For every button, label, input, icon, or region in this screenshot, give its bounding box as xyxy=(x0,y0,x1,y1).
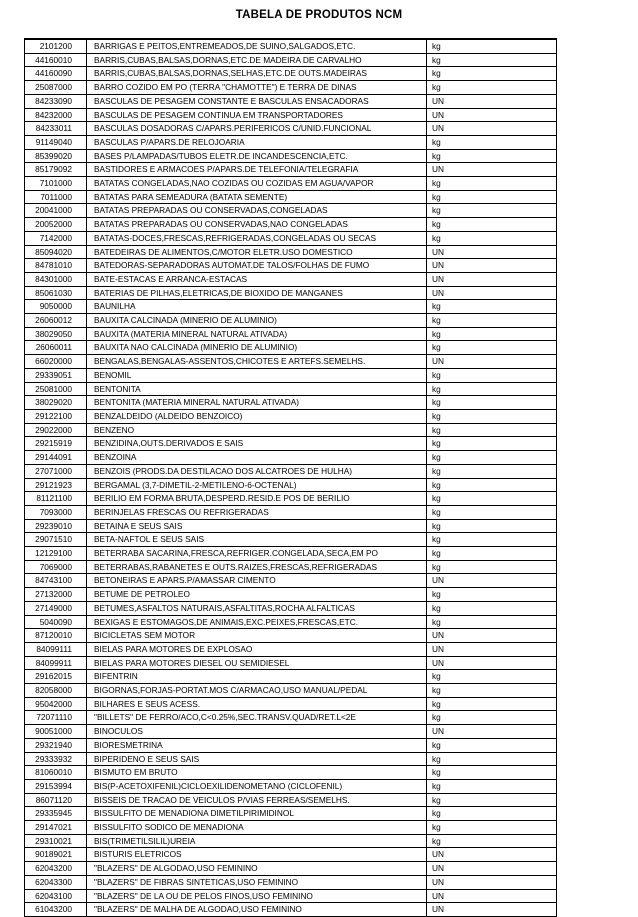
product-description-cell: BASCULAS DE PESAGEM CONSTANTE E BASCULAS ENSACADORAS xyxy=(87,94,427,108)
unit-cell: kg xyxy=(427,341,557,355)
unit-cell: UN xyxy=(427,725,557,739)
product-description-cell: BETERRABAS,RABANETES E OUTS.RAIZES,FRESCAS,REFRIGERADAS xyxy=(87,560,427,574)
ncm-code-cell: 90189021 xyxy=(25,848,87,862)
table-row xyxy=(25,547,557,561)
table-row xyxy=(25,355,557,369)
product-description-cell: BATATAS-DOCES,FRESCAS,REFRIGERADAS,CONGELADAS OU SECAS xyxy=(87,231,427,245)
table-row xyxy=(25,122,557,136)
table-row xyxy=(25,53,557,67)
unit-cell: kg xyxy=(427,711,557,725)
ncm-code-cell: 29310021 xyxy=(25,834,87,848)
unit-cell: kg xyxy=(427,793,557,807)
unit-cell: UN xyxy=(427,889,557,903)
table-row xyxy=(25,670,557,684)
ncm-code-cell: 29022000 xyxy=(25,423,87,437)
ncm-code-cell: 20052000 xyxy=(25,218,87,232)
unit-cell: kg xyxy=(427,821,557,835)
table-row xyxy=(25,300,557,314)
table-row xyxy=(25,314,557,328)
table-row xyxy=(25,39,557,53)
product-description-cell: BASCULAS DOSADORAS C/APARS.PERIFERICOS C/UNID.FUNCIONAL xyxy=(87,122,427,136)
unit-cell: kg xyxy=(427,601,557,615)
table-row xyxy=(25,519,557,533)
product-description-cell: BAUNILHA xyxy=(87,300,427,314)
unit-cell: kg xyxy=(427,39,557,53)
table-row xyxy=(25,177,557,191)
product-description-cell: BASES P/LAMPADAS/TUBOS ELETR.DE INCANDESCENCIA,ETC. xyxy=(87,149,427,163)
table-row xyxy=(25,505,557,519)
unit-cell: kg xyxy=(427,615,557,629)
ncm-code-cell: 87120010 xyxy=(25,629,87,643)
product-description-cell: BIELAS PARA MOTORES DE EXPLOSAO xyxy=(87,642,427,656)
unit-cell: kg xyxy=(427,519,557,533)
table-row xyxy=(25,437,557,451)
table-row xyxy=(25,341,557,355)
ncm-code-cell: 25087000 xyxy=(25,81,87,95)
table-row xyxy=(25,382,557,396)
unit-cell: UN xyxy=(427,656,557,670)
product-description-cell: BENZOIS (PRODS.DA DESTILACAO DOS ALCATROES DE HULHA) xyxy=(87,464,427,478)
ncm-code-cell: 95042000 xyxy=(25,697,87,711)
table-row xyxy=(25,903,557,917)
table-row xyxy=(25,409,557,423)
product-description-cell: BATATAS CONGELADAS,NAO COZIDAS OU COZIDAS EM AGUA/VAPOR xyxy=(87,177,427,191)
ncm-code-cell: 26060011 xyxy=(25,341,87,355)
product-description-cell: BATATAS PREPARADAS OU CONSERVADAS,NAO CONGELADAS xyxy=(87,218,427,232)
unit-cell: UN xyxy=(427,903,557,917)
product-description-cell: BETA-NAFTOL E SEUS SAIS xyxy=(87,533,427,547)
unit-cell: kg xyxy=(427,327,557,341)
ncm-code-cell: 7093000 xyxy=(25,505,87,519)
unit-cell: kg xyxy=(427,67,557,81)
table-row xyxy=(25,368,557,382)
table-row xyxy=(25,533,557,547)
ncm-code-cell: 27071000 xyxy=(25,464,87,478)
unit-cell: kg xyxy=(427,464,557,478)
ncm-code-cell: 9050000 xyxy=(25,300,87,314)
ncm-code-cell: 85179092 xyxy=(25,163,87,177)
product-description-cell: BENZENO xyxy=(87,423,427,437)
unit-cell: UN xyxy=(427,848,557,862)
unit-cell: kg xyxy=(427,533,557,547)
unit-cell: kg xyxy=(427,368,557,382)
unit-cell: kg xyxy=(427,766,557,780)
product-description-cell: "BLAZERS" DE MALHA DE ALGODAO,USO FEMININO xyxy=(87,903,427,917)
product-description-cell: "BLAZERS" DE LA OU DE PELOS FINOS,USO FEMININO xyxy=(87,889,427,903)
product-description-cell: BERGAMAL (3,7-DIMETIL-2-METILENO-6-OCTENAL) xyxy=(87,478,427,492)
table-row xyxy=(25,779,557,793)
unit-cell: kg xyxy=(427,218,557,232)
product-description-cell: BARRIGAS E PEITOS,ENTREMEADOS,DE SUINO,SALGADOS,ETC. xyxy=(87,39,427,53)
table-row xyxy=(25,108,557,122)
table-row xyxy=(25,135,557,149)
table-row xyxy=(25,81,557,95)
product-description-cell: BETERRABA SACARINA,FRESCA,REFRIGER.CONGELADA,SECA,EM PO xyxy=(87,547,427,561)
product-description-cell: BATEDEIRAS DE ALIMENTOS,C/MOTOR ELETR.USO DOMESTICO xyxy=(87,245,427,259)
ncm-code-cell: 5040090 xyxy=(25,615,87,629)
unit-cell: UN xyxy=(427,245,557,259)
ncm-code-cell: 7142000 xyxy=(25,231,87,245)
product-description-cell: BATATAS PARA SEMEADURA (BATATA SEMENTE) xyxy=(87,190,427,204)
ncm-code-cell: 7011000 xyxy=(25,190,87,204)
unit-cell: kg xyxy=(427,738,557,752)
ncm-code-cell: 91149040 xyxy=(25,135,87,149)
table-row xyxy=(25,190,557,204)
table-row xyxy=(25,574,557,588)
product-description-cell: BIS(P-ACETOXIFENIL)CICLOEXILIDENOMETANO (CICLOFENIL) xyxy=(87,779,427,793)
unit-cell: UN xyxy=(427,272,557,286)
product-description-cell: BASCULAS DE PESAGEM CONTINUA EM TRANSPORTADORES xyxy=(87,108,427,122)
product-description-cell: BAUXITA CALCINADA (MINERIO DE ALUMINIO) xyxy=(87,314,427,328)
ncm-code-cell: 85094020 xyxy=(25,245,87,259)
table-row xyxy=(25,259,557,273)
unit-cell: UN xyxy=(427,108,557,122)
unit-cell: kg xyxy=(427,382,557,396)
product-description-cell: BENZOINA xyxy=(87,451,427,465)
ncm-code-cell: 12129100 xyxy=(25,547,87,561)
product-description-cell: BICICLETAS SEM MOTOR xyxy=(87,629,427,643)
ncm-code-cell: 81121100 xyxy=(25,492,87,506)
table-row xyxy=(25,697,557,711)
product-description-cell: BASTIDORES E ARMACOES P/APARS.DE TELEFONIA/TELEGRAFIA xyxy=(87,163,427,177)
ncm-code-cell: 85399020 xyxy=(25,149,87,163)
product-description-cell: BATATAS PREPARADAS OU CONSERVADAS,CONGELADAS xyxy=(87,204,427,218)
product-description-cell: BENZALDEIDO (ALDEIDO BENZOICO) xyxy=(87,409,427,423)
unit-cell: UN xyxy=(427,122,557,136)
ncm-code-cell: 29122100 xyxy=(25,409,87,423)
unit-cell: kg xyxy=(427,588,557,602)
ncm-table-container xyxy=(24,38,556,917)
unit-cell: kg xyxy=(427,204,557,218)
ncm-code-cell: 84232000 xyxy=(25,108,87,122)
ncm-code-cell: 72071110 xyxy=(25,711,87,725)
unit-cell: kg xyxy=(427,437,557,451)
table-row xyxy=(25,94,557,108)
ncm-code-cell: 7101000 xyxy=(25,177,87,191)
unit-cell: UN xyxy=(427,259,557,273)
product-description-cell: BAUXITA NAO CALCINADA (MINERIO DE ALUMINIO) xyxy=(87,341,427,355)
product-description-cell: BENTONITA xyxy=(87,382,427,396)
unit-cell: kg xyxy=(427,135,557,149)
product-description-cell: BENOMIL xyxy=(87,368,427,382)
product-description-cell: BARRIS,CUBAS,BALSAS,DORNAS,SELHAS,ETC.DE OUTS.MADEIRAS xyxy=(87,67,427,81)
unit-cell: kg xyxy=(427,53,557,67)
table-row xyxy=(25,423,557,437)
table-row xyxy=(25,875,557,889)
product-description-cell: BIGORNAS,FORJAS-PORTAT.MOS C/ARMACAO,USO MANUAL/PEDAL xyxy=(87,684,427,698)
ncm-code-cell: 90051000 xyxy=(25,725,87,739)
ncm-code-cell: 29162015 xyxy=(25,670,87,684)
ncm-code-cell: 29071510 xyxy=(25,533,87,547)
ncm-code-cell: 44160090 xyxy=(25,67,87,81)
product-description-cell: BIELAS PARA MOTORES DIESEL OU SEMIDIESEL xyxy=(87,656,427,670)
product-description-cell: BATEDORAS-SEPARADORAS AUTOMAT.DE TALOS/FOLHAS DE FUMO xyxy=(87,259,427,273)
unit-cell: kg xyxy=(427,547,557,561)
ncm-code-cell: 29239010 xyxy=(25,519,87,533)
product-description-cell: BENZIDINA,OUTS.DERIVADOS E SAIS xyxy=(87,437,427,451)
product-description-cell: BERILIO EM FORMA BRUTA,DESPERD.RESID.E POS DE BERILIO xyxy=(87,492,427,506)
table-row xyxy=(25,848,557,862)
product-description-cell: BILHARES E SEUS ACESS. xyxy=(87,697,427,711)
product-description-cell: BIPERIDENO E SEUS SAIS xyxy=(87,752,427,766)
product-description-cell: "BLAZERS" DE FIBRAS SINTETICAS,USO FEMININO xyxy=(87,875,427,889)
unit-cell: kg xyxy=(427,314,557,328)
product-description-cell: BASCULAS P/APARS.DE RELOJOARIA xyxy=(87,135,427,149)
ncm-table-body xyxy=(25,39,557,917)
product-description-cell: "BLAZERS" DE ALGODAO,USO FEMININO xyxy=(87,862,427,876)
unit-cell: kg xyxy=(427,478,557,492)
table-row xyxy=(25,807,557,821)
product-description-cell: BEXIGAS E ESTOMAGOS,DE ANIMAIS,EXC.PEIXES,FRESCAS,ETC. xyxy=(87,615,427,629)
product-description-cell: BETAINA E SEUS SAIS xyxy=(87,519,427,533)
ncm-code-cell: 27132000 xyxy=(25,588,87,602)
product-description-cell: BARRO COZIDO EM PO (TERRA "CHAMOTTE") E TERRA DE DINAS xyxy=(87,81,427,95)
table-row xyxy=(25,601,557,615)
table-row xyxy=(25,711,557,725)
product-description-cell: BISMUTO EM BRUTO xyxy=(87,766,427,780)
ncm-code-cell: 29153994 xyxy=(25,779,87,793)
unit-cell: UN xyxy=(427,862,557,876)
ncm-code-cell: 29215919 xyxy=(25,437,87,451)
ncm-code-cell: 25081000 xyxy=(25,382,87,396)
table-row xyxy=(25,766,557,780)
product-description-cell: BENGALAS,BENGALAS-ASSENTOS,CHICOTES E ARTEFS.SEMELHS. xyxy=(87,355,427,369)
ncm-code-cell: 38029050 xyxy=(25,327,87,341)
product-description-cell: BIFENTRIN xyxy=(87,670,427,684)
table-row xyxy=(25,286,557,300)
ncm-code-cell: 29333932 xyxy=(25,752,87,766)
ncm-code-cell: 38029020 xyxy=(25,396,87,410)
ncm-code-cell: 84301000 xyxy=(25,272,87,286)
unit-cell: kg xyxy=(427,779,557,793)
table-row xyxy=(25,231,557,245)
product-description-cell: BETUME DE PETROLEO xyxy=(87,588,427,602)
ncm-code-cell: 84743100 xyxy=(25,574,87,588)
table-row xyxy=(25,793,557,807)
ncm-code-cell: 84233011 xyxy=(25,122,87,136)
table-row xyxy=(25,738,557,752)
table-row xyxy=(25,752,557,766)
table-row xyxy=(25,615,557,629)
unit-cell: kg xyxy=(427,807,557,821)
ncm-code-cell: 61043200 xyxy=(25,903,87,917)
unit-cell: kg xyxy=(427,697,557,711)
ncm-code-cell: 82058000 xyxy=(25,684,87,698)
unit-cell: UN xyxy=(427,163,557,177)
unit-cell: kg xyxy=(427,560,557,574)
product-description-cell: BIS(TRIMETILSILIL)UREIA xyxy=(87,834,427,848)
product-description-cell: BATE-ESTACAS E ARRANCA-ESTACAS xyxy=(87,272,427,286)
unit-cell: kg xyxy=(427,752,557,766)
table-row xyxy=(25,889,557,903)
product-description-cell: BETONEIRAS E APARS.P/AMASSAR CIMENTO xyxy=(87,574,427,588)
unit-cell: kg xyxy=(427,396,557,410)
table-row xyxy=(25,862,557,876)
ncm-table xyxy=(24,38,557,917)
table-row xyxy=(25,684,557,698)
unit-cell: kg xyxy=(427,300,557,314)
ncm-code-cell: 84099111 xyxy=(25,642,87,656)
unit-cell: UN xyxy=(427,629,557,643)
ncm-code-cell: 29144091 xyxy=(25,451,87,465)
table-row xyxy=(25,656,557,670)
unit-cell: UN xyxy=(427,286,557,300)
product-description-cell: BETUMES,ASFALTOS NATURAIS,ASFALTITAS,ROCHA ALFALTICAS xyxy=(87,601,427,615)
unit-cell: kg xyxy=(427,834,557,848)
product-description-cell: BISSEIS DE TRACAO DE VEICULOS P/VIAS FERREAS/SEMELHS. xyxy=(87,793,427,807)
ncm-code-cell: 84233090 xyxy=(25,94,87,108)
table-row xyxy=(25,492,557,506)
unit-cell: UN xyxy=(427,94,557,108)
table-row xyxy=(25,204,557,218)
ncm-code-cell: 44160010 xyxy=(25,53,87,67)
ncm-code-cell: 84099911 xyxy=(25,656,87,670)
ncm-code-cell: 62043200 xyxy=(25,862,87,876)
product-description-cell: BAUXITA (MATERIA MINERAL NATURAL ATIVADA) xyxy=(87,327,427,341)
product-description-cell: BINOCULOS xyxy=(87,725,427,739)
ncm-code-cell: 62043300 xyxy=(25,875,87,889)
unit-cell: kg xyxy=(427,177,557,191)
ncm-code-cell: 2101200 xyxy=(25,39,87,53)
page-title: TABELA DE PRODUTOS NCM xyxy=(235,9,403,21)
unit-cell: UN xyxy=(427,875,557,889)
product-description-cell: BIORESMETRINA xyxy=(87,738,427,752)
table-row xyxy=(25,396,557,410)
unit-cell: kg xyxy=(427,149,557,163)
table-row xyxy=(25,451,557,465)
ncm-code-cell: 81060010 xyxy=(25,766,87,780)
table-row xyxy=(25,327,557,341)
table-row xyxy=(25,629,557,643)
table-row xyxy=(25,464,557,478)
table-row xyxy=(25,642,557,656)
ncm-code-cell: 29321940 xyxy=(25,738,87,752)
ncm-code-cell: 27149000 xyxy=(25,601,87,615)
ncm-code-cell: 29339051 xyxy=(25,368,87,382)
table-row xyxy=(25,149,557,163)
table-row xyxy=(25,588,557,602)
ncm-code-cell: 84781010 xyxy=(25,259,87,273)
unit-cell: kg xyxy=(427,190,557,204)
table-row xyxy=(25,560,557,574)
table-row xyxy=(25,218,557,232)
unit-cell: kg xyxy=(427,505,557,519)
unit-cell: kg xyxy=(427,231,557,245)
ncm-code-cell: 7069000 xyxy=(25,560,87,574)
table-row xyxy=(25,834,557,848)
ncm-code-cell: 29147021 xyxy=(25,821,87,835)
table-row xyxy=(25,725,557,739)
table-row xyxy=(25,245,557,259)
unit-cell: kg xyxy=(427,670,557,684)
ncm-code-cell: 20041000 xyxy=(25,204,87,218)
product-description-cell: BENTONITA (MATERIA MINERAL NATURAL ATIVADA) xyxy=(87,396,427,410)
product-description-cell: BATERIAS DE PILHAS,ELETRICAS,DE BIOXIDO DE MANGANES xyxy=(87,286,427,300)
unit-cell: kg xyxy=(427,409,557,423)
table-row xyxy=(25,272,557,286)
product-description-cell: "BILLETS" DE FERRO/ACO,C<0.25%,SEC.TRANSV.QUAD/RET.L<2E xyxy=(87,711,427,725)
product-description-cell: BISSULFITO DE MENADIONA DIMETILPIRIMIDINOL xyxy=(87,807,427,821)
product-description-cell: BISTURIS ELETRICOS xyxy=(87,848,427,862)
unit-cell: kg xyxy=(427,492,557,506)
unit-cell: UN xyxy=(427,642,557,656)
table-row xyxy=(25,478,557,492)
unit-cell: kg xyxy=(427,451,557,465)
unit-cell: kg xyxy=(427,684,557,698)
unit-cell: kg xyxy=(427,81,557,95)
product-description-cell: BERINJELAS FRESCAS OU REFRIGERADAS xyxy=(87,505,427,519)
table-row xyxy=(25,67,557,81)
ncm-code-cell: 85061030 xyxy=(25,286,87,300)
table-row xyxy=(25,163,557,177)
ncm-code-cell: 29335945 xyxy=(25,807,87,821)
product-description-cell: BISSULFITO SODICO DE MENADIONA xyxy=(87,821,427,835)
ncm-code-cell: 66020000 xyxy=(25,355,87,369)
unit-cell: UN xyxy=(427,355,557,369)
table-row xyxy=(25,821,557,835)
ncm-code-cell: 29121923 xyxy=(25,478,87,492)
ncm-code-cell: 86071120 xyxy=(25,793,87,807)
product-description-cell: BARRIS,CUBAS,BALSAS,DORNAS,ETC.DE MADEIRA DE CARVALHO xyxy=(87,53,427,67)
ncm-code-cell: 26060012 xyxy=(25,314,87,328)
unit-cell: UN xyxy=(427,574,557,588)
unit-cell: kg xyxy=(427,423,557,437)
ncm-code-cell: 62043100 xyxy=(25,889,87,903)
